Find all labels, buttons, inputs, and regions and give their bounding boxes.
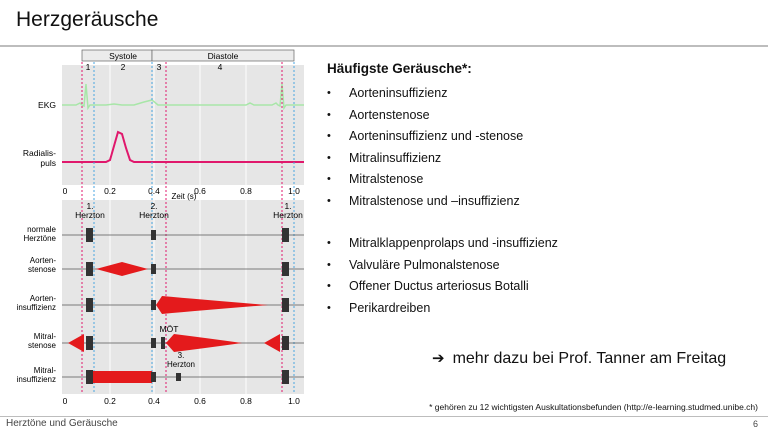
- murmur-list-group-1: [327, 83, 757, 212]
- phase-number-3: 3: [156, 62, 162, 72]
- first-sound-right-2: Herzton: [273, 210, 303, 220]
- bottom-tick-0.4: 0.4: [148, 396, 160, 406]
- list-item: • Aorteninsuffizienz und -stenose: [327, 126, 757, 148]
- list-item: • Aorteninsuffizienz: [327, 83, 757, 105]
- list-gap: [327, 212, 757, 233]
- top-tick-0.2: 0.2: [104, 186, 116, 196]
- murmur-list-panel: [327, 61, 757, 319]
- second-sound-2: Herzton: [139, 210, 169, 220]
- top-tick-1.0: 1.0: [288, 186, 300, 196]
- list-heading: Häufigste Geräusche*:: [327, 61, 472, 76]
- reference-text: mehr dazu bei Prof. Tanner am Freitag: [452, 350, 727, 367]
- list-item: • Mitralinsuffizienz: [327, 148, 757, 170]
- row-labels: [17, 225, 57, 384]
- page-number: 6: [752, 419, 758, 429]
- slide-title: Herzgeräusche: [16, 8, 159, 31]
- diastole-label: Diastole: [207, 51, 239, 61]
- first-sound-left-1: 1.: [86, 201, 94, 211]
- top-tick-0: 0: [62, 186, 68, 196]
- row-label-normal-2: Herztöne: [23, 234, 56, 243]
- top-tick-0.4: 0.4: [148, 186, 160, 196]
- bottom-time-axis: [63, 396, 301, 406]
- reference-note: [432, 349, 726, 368]
- ekg-panel-bg: [62, 65, 304, 185]
- bottom-tick-1.0: 1.0: [288, 396, 300, 406]
- row-label-as-2: stenose: [27, 265, 56, 274]
- list-item: • Offener Ductus arteriosus Botalli: [327, 276, 757, 298]
- row-label-as-1: Aorten-: [29, 256, 56, 265]
- ekg-label: EKG: [38, 100, 56, 110]
- top-tick-0.8: 0.8: [240, 186, 252, 196]
- footer-divider: [0, 416, 768, 417]
- arrow-right-icon: ➔: [432, 350, 445, 367]
- row-label-normal-1: normale: [27, 225, 56, 234]
- opening-snap-label: MÖT: [159, 324, 179, 334]
- list-item: • Mitralstenose und –insuffizienz: [327, 191, 757, 213]
- row-label-ms-2: stenose: [27, 341, 56, 350]
- murmur-list-group-2: [327, 233, 757, 319]
- holosystolic-murmur: [93, 371, 152, 383]
- footnote: * gehören zu 12 wichtigsten Auskultationsbefunden (http://e-learning.studmed.unibe.ch): [429, 402, 758, 412]
- time-axis-label: Zeit (s): [171, 192, 197, 201]
- bottom-tick-0.8: 0.8: [240, 396, 252, 406]
- phase-number-1: 1: [85, 62, 91, 72]
- row-label-mi-2: insuffizienz: [16, 375, 56, 384]
- row-label-ai-2: insuffizienz: [16, 303, 56, 312]
- top-tick-0.6: 0.6: [194, 186, 206, 196]
- list-item: • Mitralklappenprolaps und -insuffizienz: [327, 233, 757, 255]
- list-item: • Aortenstenose: [327, 105, 757, 127]
- list-item: • Perikardreiben: [327, 298, 757, 320]
- phase-number-4: 4: [217, 62, 223, 72]
- radial-label-line1: Radialis-: [22, 148, 56, 158]
- third-sound-1: 3.: [177, 351, 185, 360]
- first-sound-left-2: Herzton: [75, 210, 105, 220]
- title-divider: [0, 45, 768, 47]
- bottom-tick-0.6: 0.6: [194, 396, 206, 406]
- row-label-ai-1: Aorten-: [29, 294, 56, 303]
- row-label-mi-1: Mitral-: [33, 366, 56, 375]
- bottom-tick-0.2: 0.2: [104, 396, 116, 406]
- heart-sound-figure: [6, 48, 310, 408]
- phase-number-2: 2: [120, 62, 126, 72]
- row-label-ms-1: Mitral-: [33, 332, 56, 341]
- list-item: • Mitralstenose: [327, 169, 757, 191]
- second-sound-1: 2.: [150, 201, 158, 211]
- bottom-tick-0: 0: [62, 396, 68, 406]
- heart-sound-diagram: [6, 48, 310, 408]
- list-item: • Valvuläre Pulmonalstenose: [327, 255, 757, 277]
- systole-label: Systole: [109, 51, 137, 61]
- footer-label: Herztöne und Geräusche: [6, 418, 118, 429]
- radial-label-line2: puls: [40, 158, 56, 168]
- third-sound-2: Herzton: [166, 360, 196, 369]
- first-sound-right-1: 1.: [284, 201, 292, 211]
